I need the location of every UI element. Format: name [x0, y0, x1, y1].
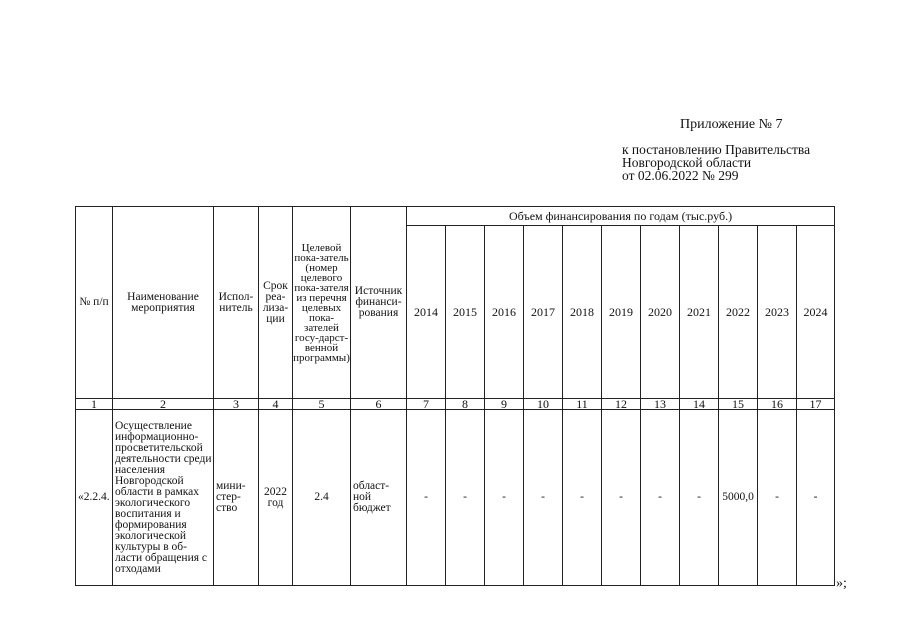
header-col-term: Срок реа-лиза-ции	[259, 207, 293, 399]
year-header: 2017	[524, 226, 563, 399]
funding-source: област-ной бюджет	[351, 410, 407, 586]
column-number: 12	[602, 399, 641, 410]
column-number: 10	[524, 399, 563, 410]
header-col-source: Источник финанси-рования	[351, 207, 407, 399]
column-number: 6	[351, 399, 407, 410]
header-col-executor: Испол-нитель	[214, 207, 259, 399]
funding-value: -	[641, 410, 680, 586]
funding-value: -	[797, 410, 835, 586]
funding-value: -	[602, 410, 641, 586]
funding-value: -	[563, 410, 602, 586]
decree-line-2: Новгородской области	[622, 155, 752, 170]
column-number: 15	[719, 399, 758, 410]
column-number: 4	[259, 399, 293, 410]
decree-line-3: от 02.06.2022 № 299	[622, 168, 739, 183]
year-header: 2016	[485, 226, 524, 399]
funding-value: -	[680, 410, 719, 586]
year-header: 2022	[719, 226, 758, 399]
year-header: 2021	[680, 226, 719, 399]
year-header: 2024	[797, 226, 835, 399]
implementation-term: 2022 год	[259, 410, 293, 586]
funding-value: -	[407, 410, 446, 586]
funding-value: 5000,0	[719, 410, 758, 586]
header-funding-group: Объем финансирования по годам (тыс.руб.)	[407, 207, 835, 226]
executor: мини-стер-ство	[214, 410, 259, 586]
column-number: 11	[563, 399, 602, 410]
appendix-title: Приложение № 7	[680, 117, 783, 132]
year-header: 2023	[758, 226, 797, 399]
year-header: 2018	[563, 226, 602, 399]
row-number: «2.2.4.	[76, 410, 113, 586]
funding-value: -	[446, 410, 485, 586]
header-col-name: Наименование мероприятия	[113, 207, 214, 399]
target-indicator: 2.4	[293, 410, 351, 586]
funding-value: -	[485, 410, 524, 586]
column-number: 7	[407, 399, 446, 410]
funding-value: -	[758, 410, 797, 586]
column-number: 3	[214, 399, 259, 410]
year-header: 2015	[446, 226, 485, 399]
column-number: 9	[485, 399, 524, 410]
column-number: 5	[293, 399, 351, 410]
year-header: 2019	[602, 226, 641, 399]
header-col-target: Целевой пока-затель (номер целевого пока-зателя из перечня целевых пока-зателей госу-дарст-венной программы)	[293, 207, 351, 399]
column-number: 16	[758, 399, 797, 410]
column-number: 17	[797, 399, 835, 410]
decree-reference	[622, 143, 810, 182]
financing-table	[75, 206, 835, 586]
header-col-no: № п/п	[76, 207, 113, 399]
column-number: 8	[446, 399, 485, 410]
column-number: 1	[76, 399, 113, 410]
closing-quote: »;	[836, 576, 847, 591]
year-header: 2020	[641, 226, 680, 399]
column-number: 13	[641, 399, 680, 410]
column-number: 2	[113, 399, 214, 410]
table-row	[76, 410, 835, 586]
year-header: 2014	[407, 226, 446, 399]
column-number: 14	[680, 399, 719, 410]
decree-line-1: к постановлению Правительства	[622, 142, 811, 157]
funding-value: -	[524, 410, 563, 586]
activity-name: Осуществление информационно-просветительской деятельности среди населения Новгородской области в рамках экологического воспитания и формирования экологической культуры в об-ласти обращения с отходами	[113, 410, 214, 586]
